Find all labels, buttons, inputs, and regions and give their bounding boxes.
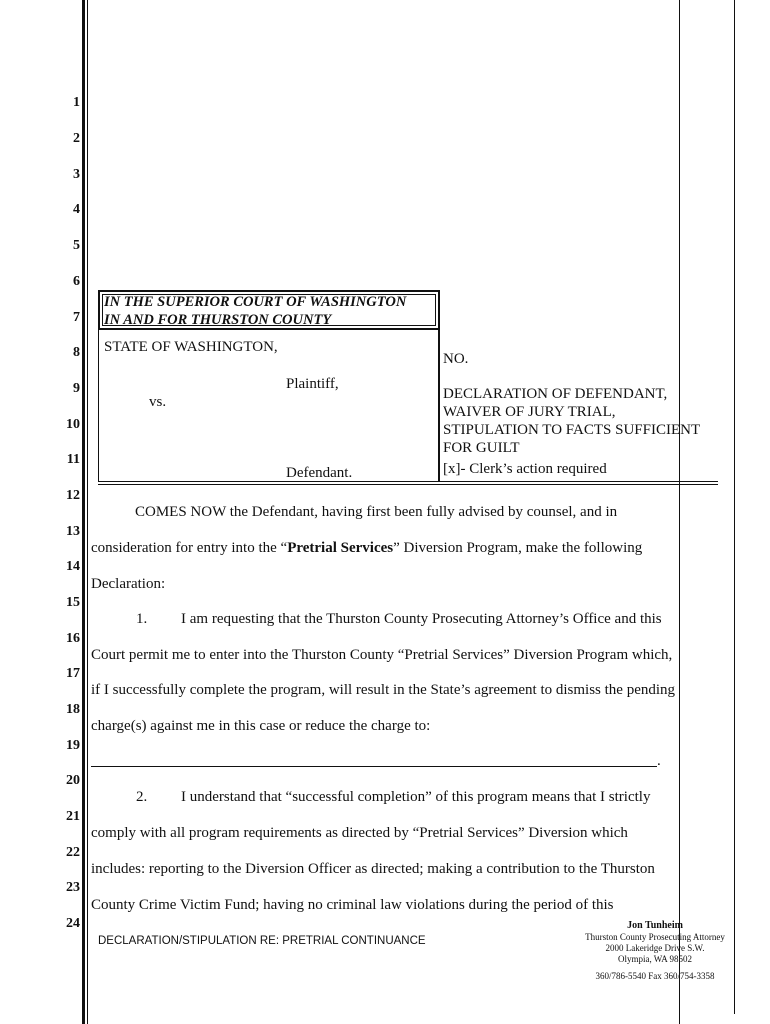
paragraph-1-number: 1. [136, 611, 148, 627]
plaintiff-label: Plaintiff, [286, 376, 339, 392]
line-number: 17 [66, 666, 80, 681]
line-number: 22 [66, 845, 80, 860]
firm-address-2: Olympia, WA 98502 [617, 954, 693, 964]
line-number: 16 [66, 631, 80, 646]
line-number: 7 [73, 310, 80, 325]
line-number: 9 [73, 381, 80, 396]
intro-line-3: Declaration: [91, 576, 166, 592]
line-number: 1 [73, 95, 80, 110]
firm-name: Jon Tunheim [627, 920, 683, 931]
court-name-line2: IN AND FOR THURSTON COUNTY [104, 312, 332, 328]
right-margin-rule [679, 0, 680, 1024]
paragraph-2-line-1: I understand that “successful completion” of this program means that I strictly [181, 789, 651, 805]
left-margin-rule-thin [87, 0, 88, 1024]
line-number: 21 [66, 809, 80, 824]
line-number: 15 [66, 595, 80, 610]
reduced-charge-blank-line [91, 766, 657, 767]
firm-address-1: 2000 Lakeridge Drive S.W. [605, 943, 705, 953]
program-name: Pretrial Services [287, 540, 394, 556]
doc-title-line4: FOR GUILT [443, 440, 520, 456]
document-footer-title: DECLARATION/STIPULATION RE: PRETRIAL CONTINUANCE [98, 935, 426, 947]
paragraph-2-line-3: includes: reporting to the Diversion Officer as directed; making a contribution to the Thurston [91, 861, 655, 877]
line-number: 6 [73, 274, 80, 289]
paragraph-1-line-2: Court permit me to enter into the Thurston County “Pretrial Services” Diversion Program which, [91, 647, 673, 663]
blank-line-period: . [657, 753, 661, 769]
paragraph-1-line-1: I am requesting that the Thurston County Prosecuting Attorney’s Office and this [181, 611, 662, 627]
case-number: NO. [443, 351, 469, 367]
paragraph-1-line-3: if I successfully complete the program, will result in the State’s agreement to dismiss the pending [91, 682, 676, 698]
line-number: 12 [66, 488, 80, 503]
line-number: 13 [66, 524, 80, 539]
line-number: 2 [73, 131, 80, 146]
line-number: 8 [73, 345, 80, 360]
paragraph-2-line-4: County Crime Victim Fund; having no criminal law violations during the period of this [91, 897, 614, 913]
line-number: 20 [66, 773, 80, 788]
line-number: 23 [66, 880, 80, 895]
line-number: 3 [73, 167, 80, 182]
line-number: 5 [73, 238, 80, 253]
firm-title: Thurston County Prosecuting Attorney [585, 932, 725, 942]
intro-line-1: COMES NOW the Defendant, having first been fully advised by counsel, and in [135, 504, 618, 520]
paragraph-2-line-2: comply with all program requirements as directed by “Pretrial Services” Diversion which [91, 825, 628, 841]
paragraph-1-line-4: charge(s) against me in this case or reduce the charge to: [91, 718, 431, 734]
caption-divider-vertical [438, 290, 440, 482]
line-number: 4 [73, 202, 80, 217]
paragraph-2-number: 2. [136, 789, 148, 805]
plaintiff-name: STATE OF WASHINGTON, [104, 339, 278, 355]
line-number: 18 [66, 702, 80, 717]
firm-block [580, 919, 730, 982]
line-number: 10 [66, 417, 80, 432]
line-number: 14 [66, 559, 80, 574]
defendant-label: Defendant. [286, 465, 353, 481]
line-number: 11 [66, 452, 80, 467]
right-margin-rule-outer [734, 0, 735, 1014]
doc-title-line2: WAIVER OF JURY TRIAL, [443, 404, 616, 420]
doc-title-line3: STIPULATION TO FACTS SUFFICIENT [443, 422, 701, 438]
line-number: 19 [66, 738, 80, 753]
firm-phone: 360/786-5540 Fax 360/754-3358 [595, 971, 715, 981]
caption-bottom-rule-1 [98, 481, 718, 482]
intro-line-2: consideration for entry into the “Pretrial Services” Diversion Program, make the following [91, 540, 643, 556]
versus: vs. [149, 394, 167, 410]
doc-title-line1: DECLARATION OF DEFENDANT, [443, 386, 668, 402]
caption-left-border [98, 330, 99, 482]
caption-bottom-rule-2 [98, 484, 718, 485]
court-name-line1: IN THE SUPERIOR COURT OF WASHINGTON [104, 294, 407, 310]
left-margin-rule-thick [82, 0, 85, 1024]
line-number: 24 [66, 916, 80, 931]
clerk-action-checkbox: [x]- Clerk’s action required [443, 461, 607, 477]
